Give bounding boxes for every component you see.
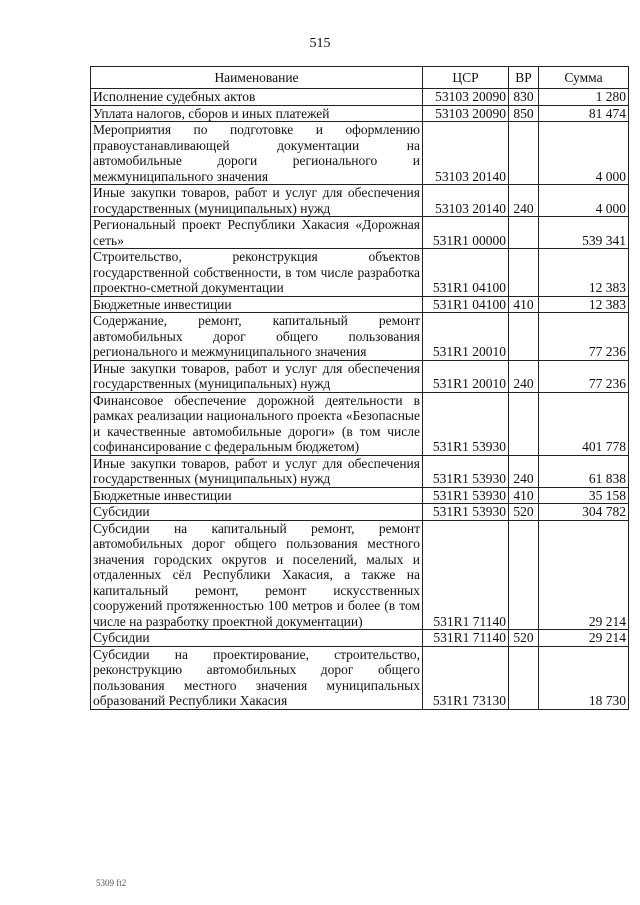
row-vr bbox=[509, 122, 539, 185]
header-csr: ЦСР bbox=[423, 67, 509, 89]
row-sum: 35 158 bbox=[539, 487, 629, 504]
row-csr: 531R1 20010 bbox=[423, 360, 509, 392]
row-sum: 304 782 bbox=[539, 504, 629, 521]
budget-table bbox=[90, 66, 629, 710]
row-name: Иные закупки товаров, работ и услуг для обеспечения государственных (муниципальных) нужд bbox=[91, 360, 423, 392]
row-vr bbox=[509, 520, 539, 630]
row-csr: 531R1 73130 bbox=[423, 646, 509, 709]
row-vr: 520 bbox=[509, 504, 539, 521]
row-vr bbox=[509, 392, 539, 455]
table-row bbox=[91, 520, 629, 630]
row-name: Уплата налогов, сборов и иных платежей bbox=[91, 105, 423, 122]
row-sum: 401 778 bbox=[539, 392, 629, 455]
row-csr: 53103 20140 bbox=[423, 122, 509, 185]
row-sum: 77 236 bbox=[539, 360, 629, 392]
table-row bbox=[91, 646, 629, 709]
footer-code: 5309 ft2 bbox=[96, 878, 127, 888]
row-vr: 240 bbox=[509, 455, 539, 487]
row-name: Мероприятия по подготовке и оформлению правоустанавливающей документации на автомобильные дороги регионального и межмуниципального значения bbox=[91, 122, 423, 185]
row-csr: 531R1 20010 bbox=[423, 313, 509, 361]
row-name: Строительство, реконструкция объектов государственной собственности, в том числе разработка проектно-сметной документации bbox=[91, 249, 423, 297]
row-csr: 531R1 04100 bbox=[423, 296, 509, 313]
table-row bbox=[91, 313, 629, 361]
row-name: Бюджетные инвестиции bbox=[91, 296, 423, 313]
row-sum: 81 474 bbox=[539, 105, 629, 122]
row-csr: 531R1 00000 bbox=[423, 217, 509, 249]
row-csr: 531R1 53930 bbox=[423, 504, 509, 521]
row-sum: 77 236 bbox=[539, 313, 629, 361]
table-row bbox=[91, 122, 629, 185]
row-sum: 1 280 bbox=[539, 89, 629, 106]
row-vr: 240 bbox=[509, 360, 539, 392]
row-csr: 531R1 53930 bbox=[423, 487, 509, 504]
table-row bbox=[91, 487, 629, 504]
row-sum: 4 000 bbox=[539, 185, 629, 217]
row-vr: 520 bbox=[509, 630, 539, 647]
row-csr: 531R1 53930 bbox=[423, 392, 509, 455]
row-name: Субсидии на проектирование, строительство, реконструкцию автомобильных дорог общего пользования местного значения муниципальных образований Республики Хакасия bbox=[91, 646, 423, 709]
header-name: Наименование bbox=[91, 67, 423, 89]
table-row bbox=[91, 105, 629, 122]
row-sum: 12 383 bbox=[539, 296, 629, 313]
row-sum: 4 000 bbox=[539, 122, 629, 185]
table-header-row bbox=[91, 67, 629, 89]
row-name: Бюджетные инвестиции bbox=[91, 487, 423, 504]
row-name: Иные закупки товаров, работ и услуг для обеспечения государственных (муниципальных) нужд bbox=[91, 455, 423, 487]
row-csr: 53103 20140 bbox=[423, 185, 509, 217]
row-sum: 12 383 bbox=[539, 249, 629, 297]
row-name: Региональный проект Республики Хакасия «Дорожная сеть» bbox=[91, 217, 423, 249]
row-vr: 830 bbox=[509, 89, 539, 106]
row-vr: 410 bbox=[509, 296, 539, 313]
header-vr: ВР bbox=[509, 67, 539, 89]
row-sum: 29 214 bbox=[539, 630, 629, 647]
row-sum: 18 730 bbox=[539, 646, 629, 709]
row-name: Субсидии bbox=[91, 504, 423, 521]
row-vr bbox=[509, 217, 539, 249]
table-row bbox=[91, 217, 629, 249]
table-row bbox=[91, 249, 629, 297]
row-csr: 531R1 04100 bbox=[423, 249, 509, 297]
table-row bbox=[91, 185, 629, 217]
page-number: 515 bbox=[309, 36, 331, 51]
row-vr bbox=[509, 646, 539, 709]
row-csr: 53103 20090 bbox=[423, 105, 509, 122]
row-vr: 850 bbox=[509, 105, 539, 122]
header-sum: Сумма bbox=[539, 67, 629, 89]
table-row bbox=[91, 296, 629, 313]
row-name: Иные закупки товаров, работ и услуг для обеспечения государственных (муниципальных) нужд bbox=[91, 185, 423, 217]
row-sum: 61 838 bbox=[539, 455, 629, 487]
row-csr: 53103 20090 bbox=[423, 89, 509, 106]
row-name: Исполнение судебных актов bbox=[91, 89, 423, 106]
table-row bbox=[91, 89, 629, 106]
row-csr: 531R1 71140 bbox=[423, 520, 509, 630]
row-vr bbox=[509, 249, 539, 297]
row-csr: 531R1 71140 bbox=[423, 630, 509, 647]
table-row bbox=[91, 455, 629, 487]
row-sum: 539 341 bbox=[539, 217, 629, 249]
table-row bbox=[91, 392, 629, 455]
row-sum: 29 214 bbox=[539, 520, 629, 630]
row-name: Субсидии bbox=[91, 630, 423, 647]
table-row bbox=[91, 630, 629, 647]
row-vr bbox=[509, 313, 539, 361]
table-row bbox=[91, 504, 629, 521]
row-csr: 531R1 53930 bbox=[423, 455, 509, 487]
row-name: Субсидии на капитальный ремонт, ремонт автомобильных дорог общего пользования местного значения городских округов и поселений, малых и отдаленных сёл Республики Хакасия, а также на капитальный ремонт, ремонт искусственных сооружений протяженностью 100 метров и более (в том числе на разработку проектной документации) bbox=[91, 520, 423, 630]
row-vr: 240 bbox=[509, 185, 539, 217]
row-name: Финансовое обеспечение дорожной деятельности в рамках реализации национального проекта «Безопасные и качественные автомобильные дороги» (в том числе софинансирование с федеральным бюджетом) bbox=[91, 392, 423, 455]
table-row bbox=[91, 360, 629, 392]
row-name: Содержание, ремонт, капитальный ремонт автомобильных дорог общего пользования регионального и межмуниципального значения bbox=[91, 313, 423, 361]
row-vr: 410 bbox=[509, 487, 539, 504]
